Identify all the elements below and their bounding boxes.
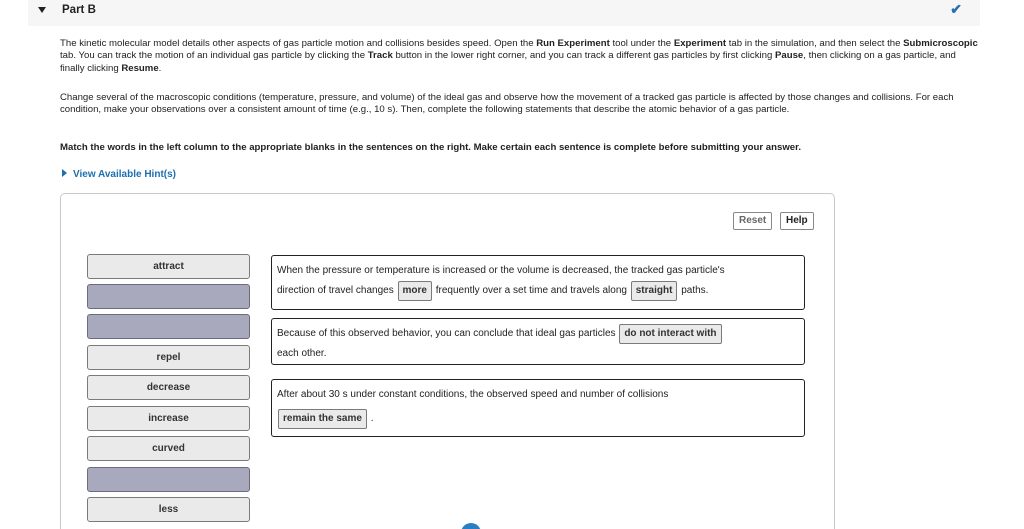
check-icon: ✔: [950, 1, 962, 17]
instructions: Match the words in the left column to the appropriate blanks in the sentences on the right. Make certain each sentence is complete before submitting your answer.: [60, 142, 802, 153]
intro-text-run: Pause: [774, 50, 804, 62]
sentence-2-line-1: [277, 324, 799, 344]
drag-drop-panel: [60, 193, 835, 529]
word-tile-empty-slot: [87, 314, 250, 339]
sentence-box-3: [271, 379, 805, 437]
word-tile[interactable]: curved: [87, 436, 250, 461]
word-tile[interactable]: decrease: [87, 375, 250, 400]
view-hints-link[interactable]: [62, 169, 176, 180]
word-tile[interactable]: attract: [87, 254, 250, 279]
reset-button[interactable]: Reset: [733, 212, 772, 230]
collapse-caret-icon[interactable]: [38, 7, 46, 13]
intro-text-run: , then clicking on a gas particle, and finally clicking: [60, 50, 956, 74]
sentence-box-1: [271, 255, 805, 310]
intro-paragraph-1: [60, 38, 978, 75]
help-button[interactable]: Help: [780, 212, 814, 230]
blank-answer-chip[interactable]: do not interact with: [619, 324, 721, 344]
intro-text-run: Resume: [121, 62, 159, 74]
sentence-3-line-1: After about 30 s under constant conditions, the observed speed and number of collisions: [277, 389, 669, 400]
sentence-3-line-2: [277, 409, 799, 429]
intro-text-run: tool under the: [609, 38, 674, 49]
intro-text-run: Experiment: [673, 38, 727, 49]
sentence-2-line-2: each other.: [277, 348, 327, 359]
word-tile[interactable]: less: [87, 497, 250, 522]
intro-text-run: Run Experiment: [536, 38, 610, 49]
intro-text-run: tab. You can track the motion of an individual gas particle by clicking the: [60, 50, 368, 62]
sentence-1-line-2: [277, 281, 799, 301]
intro-text-run: The kinetic molecular model details other aspects of gas particle motion and collisions besides speed. Open the: [60, 38, 537, 49]
word-tile-empty-slot: [87, 467, 250, 492]
sentence-text: Because of this observed behavior, you can conclude that ideal gas particles: [277, 328, 616, 339]
intro-text-run: .: [158, 62, 162, 74]
intro-text-run: Submicroscopic: [903, 38, 978, 49]
hint-link-label: View Available Hint(s): [73, 169, 176, 180]
intro-text-run: button in the lower right corner, and you can track a different gas particles by first clicking: [392, 50, 775, 62]
part-header[interactable]: [28, 0, 980, 26]
intro-text-run: tab in the simulation, and then select the: [726, 38, 904, 49]
expand-triangle-icon: [62, 169, 67, 177]
sentence-text: direction of travel changes: [277, 285, 394, 296]
sentence-box-2: [271, 318, 805, 365]
part-title: Part B: [62, 4, 96, 16]
intro-text-run: Track: [367, 50, 393, 62]
sentence-text: .: [370, 413, 374, 424]
blank-answer-chip[interactable]: straight: [631, 281, 678, 301]
sentence-text: paths.: [681, 285, 709, 296]
blank-answer-chip[interactable]: remain the same: [278, 409, 367, 429]
blank-answer-chip[interactable]: more: [398, 281, 432, 301]
sentence-text: frequently over a set time and travels along: [435, 285, 627, 296]
intro-paragraph-2: Change several of the macroscopic conditions (temperature, pressure, and volume) of the ideal gas and observe how the movement of a tracked gas particle is affected by those changes and collisions. For each condition, make your observations over a consistent amount of time (e.g., 10 s). Then, complete the following statements that describe the atomic behavior of a gas particle.: [60, 92, 954, 116]
word-tile[interactable]: repel: [87, 345, 250, 370]
word-tile-empty-slot: [87, 284, 250, 309]
word-tile[interactable]: increase: [87, 406, 250, 431]
sentence-1-line-1: When the pressure or temperature is increased or the volume is decreased, the tracked gas particle's: [277, 265, 725, 276]
